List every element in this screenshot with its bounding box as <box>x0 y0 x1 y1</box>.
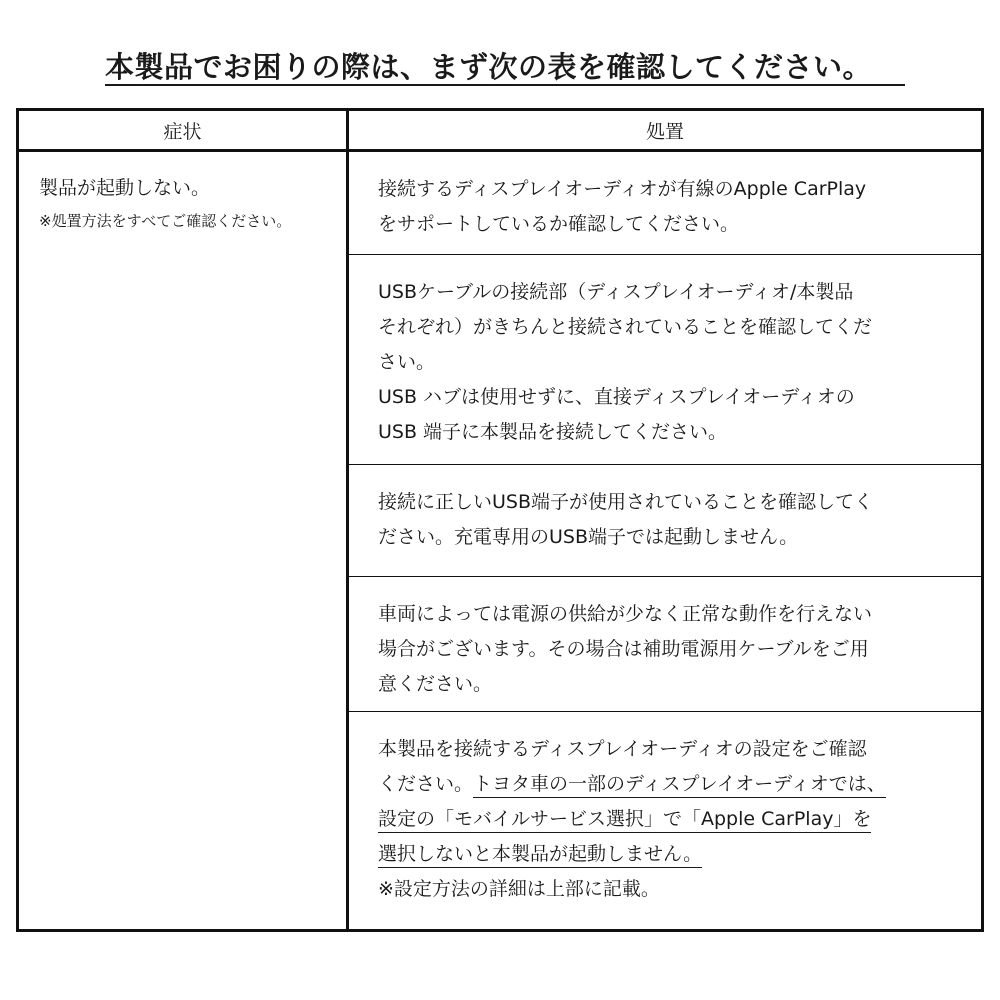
action-line: 接続するディスプレイオーディオが有線のApple CarPlay <box>378 178 867 200</box>
action-line: ださい。充電専用のUSB端子では起動しません。 <box>378 526 799 548</box>
action-cell-4 <box>348 577 983 712</box>
header-symptom: 症状 <box>18 110 348 151</box>
action-line: USB ハブは使用せずに、直接ディスプレイオーディオの <box>378 386 855 408</box>
symptom-cell <box>18 151 348 931</box>
action-text: ください。 <box>378 773 474 795</box>
underlined-note: トヨタ車の一部のディスプレイオーディオでは、 <box>473 773 886 798</box>
action-line: 場合がございます。その場合は補助電源用ケーブルをご用 <box>378 638 869 660</box>
table-row <box>18 151 983 255</box>
action-line <box>378 767 969 802</box>
underlined-note: 選択しないと本製品が起動しません。 <box>378 843 702 868</box>
action-line: をサポートしているか確認してください。 <box>378 213 740 235</box>
table-header-row <box>18 110 983 151</box>
action-line: 本製品を接続するディスプレイオーディオの設定をご確認 <box>378 738 867 760</box>
symptom-text: 製品が起動しない。 <box>39 177 211 199</box>
symptom-note: ※処置方法をすべてご確認ください。 <box>39 212 292 230</box>
action-line: さい。 <box>378 351 436 373</box>
action-line: ※設定方法の詳細は上部に記載。 <box>378 878 660 900</box>
action-line: 車両によっては電源の供給が少なく正常な動作を行えない <box>378 603 873 625</box>
action-line <box>378 837 969 872</box>
action-line: 意ください。 <box>378 673 493 695</box>
page-title: 本製品でお困りの際は、まず次の表を確認してください。 <box>105 50 873 84</box>
action-line: 接続に正しいUSB端子が使用されていることを確認してく <box>378 491 874 513</box>
header-action: 処置 <box>348 110 983 151</box>
action-line: USB 端子に本製品を接続してください。 <box>378 421 728 443</box>
title-underline <box>105 84 905 86</box>
underlined-note: 設定の「モバイルサービス選択」で「Apple CarPlay」を <box>378 808 871 833</box>
action-line: それぞれ）がきちんと接続されていることを確認してくだ <box>378 316 873 338</box>
action-cell-2 <box>348 255 983 465</box>
troubleshooting-table <box>16 108 984 932</box>
action-cell-5 <box>348 712 983 931</box>
action-line: USBケーブルの接続部（ディスプレイオーディオ/本製品 <box>378 281 854 303</box>
action-cell-1 <box>348 151 983 255</box>
action-cell-3 <box>348 465 983 577</box>
action-line <box>378 802 969 837</box>
